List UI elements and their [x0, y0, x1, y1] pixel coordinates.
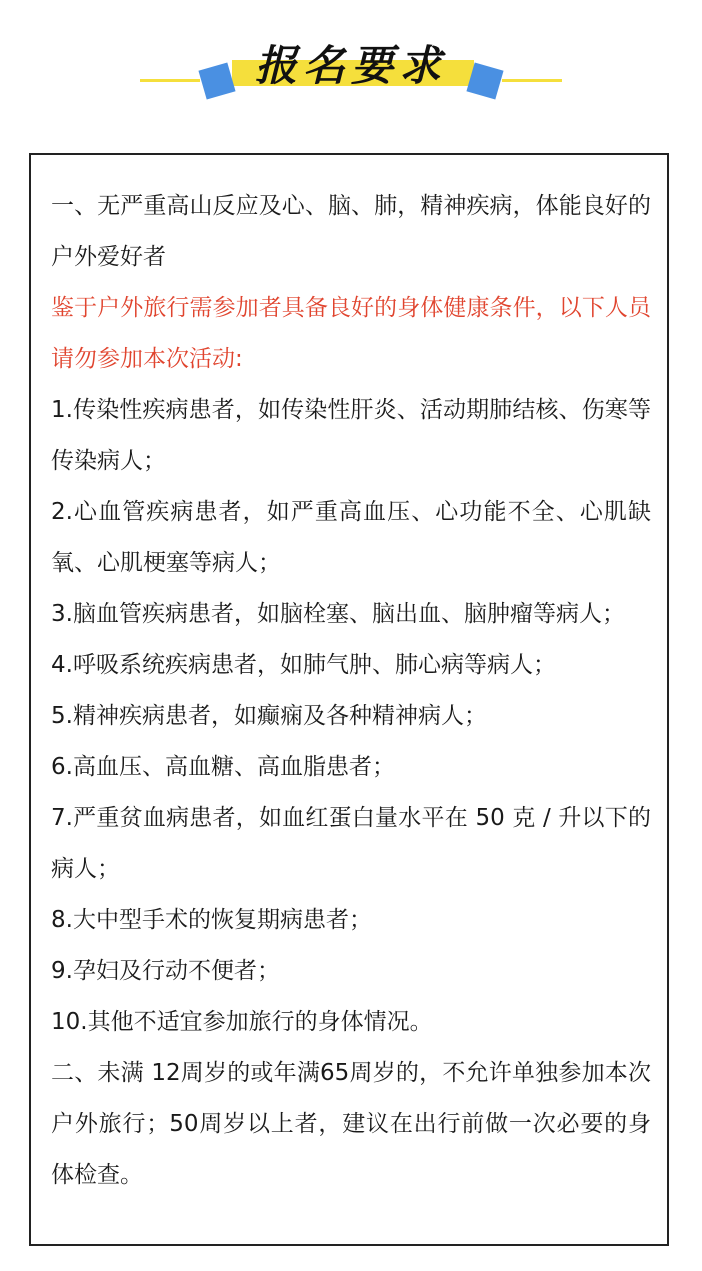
requirement-age: 二、未满 12周岁的或年满65周岁的，不允许单独参加本次户外旅行；50周岁以上者，建议在出行前做一次必要的身体检查。 — [51, 1060, 651, 1188]
exclusion-item-7: 7.严重贫血病患者，如血红蛋白量水平在 50 克 / 升以下的病人； — [51, 805, 651, 882]
exclusion-item-4: 4.呼吸系统疾病患者，如肺气肿、肺心病等病人； — [51, 652, 556, 678]
exclusion-item-10: 10.其他不适宜参加旅行的身体情况。 — [51, 1009, 433, 1035]
exclusion-item-5: 5.精神疾病患者，如癫痫及各种精神病人； — [51, 703, 487, 729]
page-title: 报名要求 — [254, 41, 447, 90]
exclusion-item-9: 9.孕妇及行动不便者； — [51, 958, 280, 984]
exclusion-item-6: 6.高血压、高血糖、高血脂患者； — [51, 754, 395, 780]
requirement-general: 一、无严重高山反应及心、脑、肺，精神疾病，体能良好的户外爱好者 — [51, 193, 651, 270]
header-banner — [0, 0, 702, 130]
exclusion-item-8: 8.大中型手术的恢复期病患者； — [51, 907, 372, 933]
exclusion-item-1: 1.传染性疾病患者，如传染性肝炎、活动期肺结核、伤寒等传染病人； — [51, 397, 651, 474]
health-warning: 鉴于户外旅行需参加者具备良好的身体健康条件，以下人员请勿参加本次活动: — [51, 295, 651, 372]
exclusion-item-3: 3.脑血管疾病患者，如脑栓塞、脑出血、脑肿瘤等病人； — [51, 601, 625, 627]
requirements-box — [29, 153, 669, 1246]
exclusion-item-2: 2.心血管疾病患者，如严重高血压、心功能不全、心肌缺氧、心肌梗塞等病人； — [51, 499, 651, 576]
